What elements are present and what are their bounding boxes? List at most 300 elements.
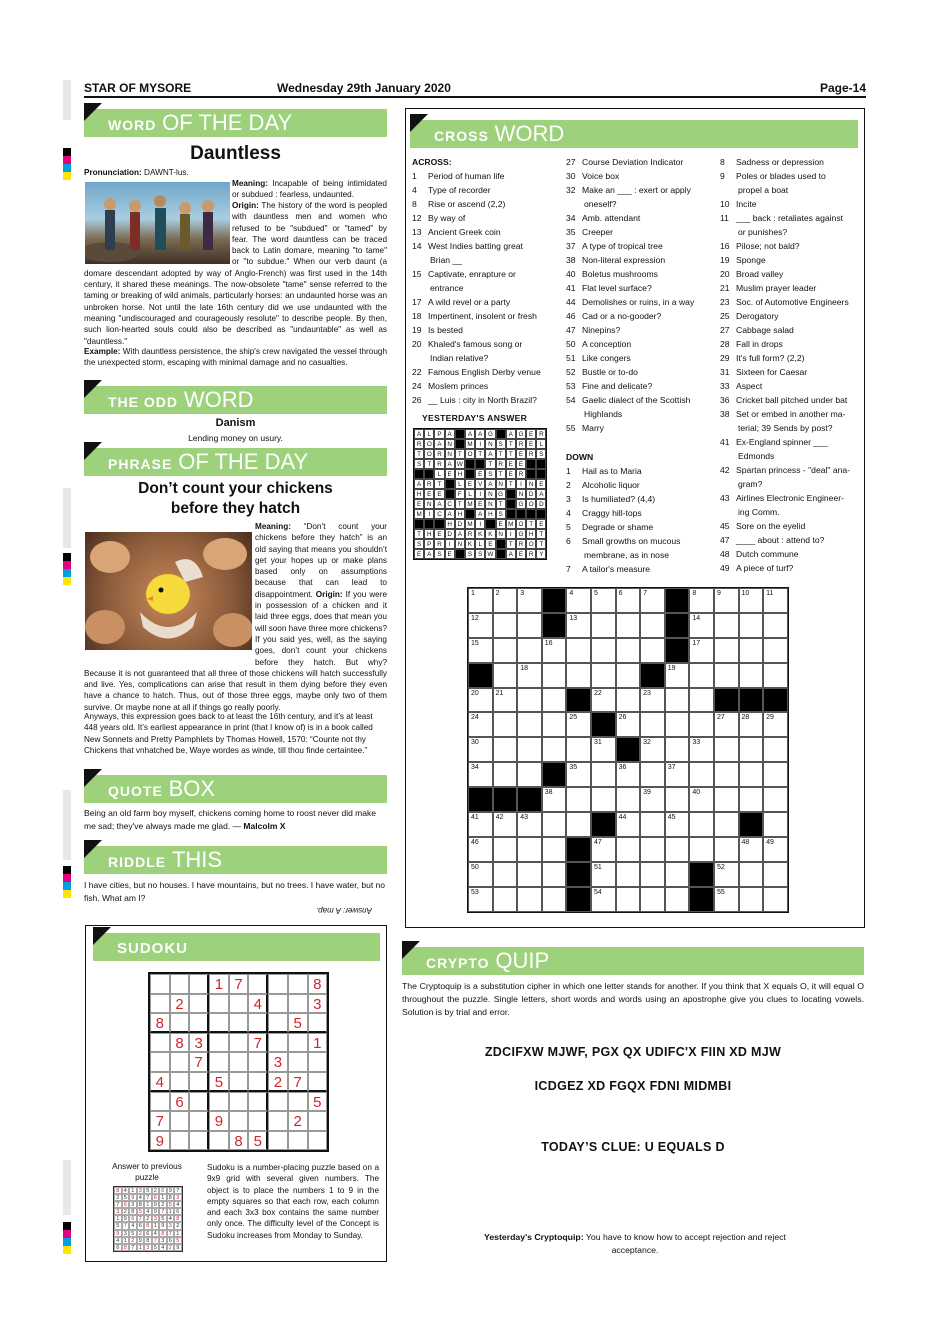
crossword-cell[interactable] [591,613,616,638]
sudoku-cell[interactable] [170,974,190,994]
sudoku-cell[interactable] [170,1013,190,1033]
crossword-cell[interactable] [689,762,714,787]
crossword-cell[interactable] [739,613,764,638]
crossword-cell[interactable] [763,862,788,887]
crossword-cell[interactable]: 43 [517,812,542,837]
sudoku-cell[interactable] [150,994,170,1014]
crossword-cell[interactable] [640,837,665,862]
crossword-cell[interactable]: 16 [542,638,567,663]
clue-item: 27 Cabbage salad [720,325,794,335]
crossword-cell[interactable]: 5 [591,588,616,613]
crossword-cell[interactable] [616,787,641,812]
down-label: DOWN [566,452,594,462]
clue-item: 46 Cad or a no-gooder? [566,311,662,321]
crossword-cell[interactable]: 18 [517,663,542,688]
crossword-cell[interactable] [739,737,764,762]
crossword-cell[interactable]: 23 [640,688,665,713]
crossword-cell[interactable] [566,638,591,663]
crossword-cell[interactable] [714,737,739,762]
sudoku-cell[interactable] [189,1131,209,1151]
crossword-cell[interactable] [739,638,764,663]
sudoku-cell[interactable]: 7 [248,1033,268,1053]
sudoku-cell[interactable] [308,1052,328,1072]
crossword-cell[interactable] [689,712,714,737]
sudoku-cell[interactable] [209,1033,229,1053]
crossword-cell[interactable]: 22 [591,688,616,713]
crossword-cell[interactable]: 38 [542,787,567,812]
sudoku-cell[interactable] [229,994,249,1014]
clue-item: membrane, as in nose [584,550,670,560]
crossword-cell[interactable] [640,638,665,663]
sudoku-cell[interactable]: 7 [150,1111,170,1131]
sudoku-answer-cell: 7 [167,1230,175,1237]
crossword-cell[interactable] [591,638,616,663]
crossword-cell[interactable] [640,812,665,837]
crossword-cell[interactable] [739,762,764,787]
yesterday-cell: T [414,529,424,539]
sudoku-cell[interactable] [189,1111,209,1131]
sudoku-answer-cell: 4 [122,1187,130,1194]
crossword-cell[interactable] [665,712,690,737]
crossword-cell[interactable]: 26 [616,712,641,737]
sudoku-cell[interactable]: 2 [268,1072,288,1092]
sudoku-cell[interactable] [248,1052,268,1072]
yesterday-cell: H [485,509,495,519]
yesterday-cell: O [526,499,536,509]
crossword-cell[interactable] [739,862,764,887]
crossword-cell[interactable] [640,887,665,912]
crossword-cell[interactable] [689,837,714,862]
yesterday-cell: A [506,549,516,559]
crossword-cell[interactable]: 37 [665,762,690,787]
yesterday-cell: R [434,459,444,469]
crossword-cell[interactable] [665,862,690,887]
crossword-cell[interactable] [616,688,641,713]
clue-item: 24 Moslem princes [412,381,489,391]
sudoku-cell[interactable] [150,1092,170,1112]
yesterday-cell: R [434,449,444,459]
sudoku-cell[interactable] [209,1092,229,1112]
crossword-cell[interactable] [517,712,542,737]
crossword-cell[interactable]: 8 [689,588,714,613]
crossword-cell [763,688,788,713]
crossword-cell[interactable]: 24 [468,712,493,737]
clue-item: 17 A wild revel or a party [412,297,511,307]
crossword-cell[interactable] [591,787,616,812]
sudoku-cell[interactable] [248,1013,268,1033]
yesterday-cell: E [475,499,485,509]
sudoku-answer-cell: 1 [129,1187,137,1194]
crossword-cell[interactable] [739,663,764,688]
crossword-cell[interactable] [493,837,518,862]
sudoku-cell[interactable]: 5 [248,1131,268,1151]
sudoku-answer-cell: 3 [114,1208,122,1215]
crossword-cell[interactable]: 27 [714,712,739,737]
sudoku-cell[interactable]: 3 [189,1033,209,1053]
crossword-cell[interactable]: 40 [689,787,714,812]
yesterday-cell: T [536,539,546,549]
crossword-cell[interactable]: 45 [665,812,690,837]
yesterday-cell: A [485,449,495,459]
crossword-cell[interactable]: 10 [739,588,764,613]
yesterday-cell: T [414,449,424,459]
crossword-cell[interactable]: 30 [468,737,493,762]
sudoku-cell[interactable]: 7 [288,1072,308,1092]
crossword-cell[interactable] [714,613,739,638]
crossword-cell[interactable] [616,862,641,887]
sudoku-cell[interactable] [288,1052,308,1072]
crossword-cell[interactable]: 44 [616,812,641,837]
crossword-cell[interactable] [517,887,542,912]
crossword-cell[interactable] [689,688,714,713]
crossword-cell[interactable]: 51 [591,862,616,887]
sudoku-cell[interactable]: 2 [170,994,190,1014]
crossword-cell[interactable]: 11 [763,588,788,613]
yesterday-cell: D [536,499,546,509]
sudoku-cell[interactable] [268,1131,288,1151]
crossword-cell[interactable] [542,862,567,887]
sudoku-cell[interactable] [209,1052,229,1072]
crossword-cell[interactable]: 14 [689,613,714,638]
crossword-cell[interactable] [665,887,690,912]
sudoku-cell[interactable]: 1 [308,1033,328,1053]
sudoku-cell[interactable] [150,1052,170,1072]
sudoku-answer-cell: 9 [159,1222,167,1229]
crossword-cell[interactable]: 15 [468,638,493,663]
sudoku-cell[interactable] [288,1092,308,1112]
crossword-cell[interactable] [517,837,542,862]
crossword-cell [566,837,591,862]
crossword-cell[interactable] [763,812,788,837]
band-corner-icon [84,103,102,121]
crossword-cell[interactable]: 50 [468,862,493,887]
crossword-cell[interactable] [763,787,788,812]
sudoku-cell[interactable] [189,1013,209,1033]
clue-item: 26 __ Luis : city in North Brazil? [412,395,537,405]
sudoku-cell[interactable] [189,1092,209,1112]
crossword-cell[interactable] [493,762,518,787]
crossword-cell[interactable] [566,812,591,837]
word-title: Dauntless [190,143,281,164]
crossword-cell[interactable] [517,638,542,663]
crossword-cell[interactable] [616,663,641,688]
crossword-cell[interactable]: 21 [493,688,518,713]
crossword-cell[interactable]: 36 [616,762,641,787]
crossword-cell[interactable] [566,737,591,762]
crossword-cell[interactable] [714,762,739,787]
yesterday-cell [465,459,475,469]
sudoku-cell[interactable]: 4 [248,994,268,1014]
yesterday-cell: T [424,459,434,469]
clue-item: 48 Dutch commune [720,549,799,559]
crossword-cell[interactable] [640,613,665,638]
crossword-cell[interactable] [689,663,714,688]
crossword-cell[interactable]: 53 [468,887,493,912]
down-clues-2 [720,155,860,575]
yesterday-cell: N [526,479,536,489]
crossword-cell[interactable]: 1 [468,588,493,613]
sudoku-answer-cell: 6 [122,1201,130,1208]
crossword-cell[interactable] [566,787,591,812]
crossword-cell[interactable]: 42 [493,812,518,837]
crossword-cell[interactable]: 52 [714,862,739,887]
crossword-cell[interactable] [517,737,542,762]
clue-item: 54 Gaelic dialect of the Scottish [566,395,691,405]
crossword-cell[interactable]: 13 [566,613,591,638]
sudoku-cell[interactable] [248,974,268,994]
clue-item: Highlands [584,409,623,419]
crossword-cell[interactable]: 35 [566,762,591,787]
crossword-cell[interactable] [714,787,739,812]
crossword-cell[interactable] [665,688,690,713]
crossword-cell[interactable]: 54 [591,887,616,912]
crossword-cell[interactable] [517,762,542,787]
sudoku-cell[interactable]: 9 [209,1111,229,1131]
crossword-cell[interactable]: 39 [640,787,665,812]
sudoku-cell[interactable] [209,1013,229,1033]
crossword-cell[interactable]: 48 [739,837,764,862]
sudoku-cell[interactable]: 5 [288,1013,308,1033]
sudoku-cell[interactable] [229,1013,249,1033]
yesterday-cell: R [434,539,444,549]
sudoku-cell[interactable] [170,1052,190,1072]
crossword-cell[interactable] [616,837,641,862]
sudoku-cell[interactable] [268,1111,288,1131]
yesterday-cell: E [526,429,536,439]
crossword-cell[interactable]: 55 [714,887,739,912]
sudoku-cell[interactable] [170,1072,190,1092]
crossword-cell[interactable]: 6 [616,588,641,613]
yesterday-cell: V [475,479,485,489]
yesterday-cell: N [516,489,526,499]
crossword-cell[interactable] [714,812,739,837]
crossword-cell[interactable]: 49 [763,837,788,862]
margin-strip [63,790,71,860]
cryptoquip-yesterday: Yesterday's Cryptoquip: You have to know how to accept rejection and reject acceptance. [484,1232,786,1255]
sudoku-cell[interactable] [288,1033,308,1053]
crossword-grid[interactable] [467,587,789,913]
crossword-cell[interactable]: 17 [689,638,714,663]
sudoku-cell[interactable] [248,1072,268,1092]
crossword-cell [542,762,567,787]
sudoku-cell[interactable] [268,974,288,994]
crossword-cell[interactable] [542,688,567,713]
crossword-cell[interactable] [665,787,690,812]
yesterday-cell: K [465,539,475,549]
yesterday-cell [506,499,516,509]
sudoku-cell[interactable] [150,1033,170,1053]
sudoku-cell[interactable] [268,1013,288,1033]
clue-item: 20 Broad valley [720,269,784,279]
sudoku-cell[interactable] [288,974,308,994]
yesterday-cell: E [434,489,444,499]
yesterday-cell: E [475,469,485,479]
sudoku-cell[interactable]: 7 [189,1052,209,1072]
crossword-cell[interactable] [689,812,714,837]
cryptoquip-line-1: ZDCIFXW MJWF, PGX QX UDIFC'X FIIN XD MJW [484,1045,782,1059]
crossword-cell[interactable] [542,887,567,912]
word-example: Example: With dauntless persistence, the ship's crew navigated the vessel through the unexpected storm, escaping with minimal damage and no casualties. [84,347,387,368]
sudoku-cell[interactable]: 3 [308,994,328,1014]
crossword-cell[interactable] [493,613,518,638]
crossword-cell[interactable]: 41 [468,812,493,837]
yesterday-cell [496,549,506,559]
crossword-cell[interactable] [542,812,567,837]
crossword-cell[interactable]: 2 [493,588,518,613]
crossword-cell[interactable] [493,862,518,887]
crossword-cell[interactable] [616,613,641,638]
crossword-cell [542,613,567,638]
crossword-cell[interactable] [640,712,665,737]
sudoku-cell[interactable] [170,1111,190,1131]
crossword-cell[interactable] [640,862,665,887]
crossword-cell[interactable] [493,887,518,912]
sudoku-cell[interactable] [189,994,209,1014]
crossword-cell[interactable] [542,663,567,688]
crossword-cell[interactable] [714,663,739,688]
yesterday-cell: S [475,549,485,559]
sudoku-cell[interactable] [308,1013,328,1033]
crossword-cell[interactable]: 12 [468,613,493,638]
crossword-cell[interactable] [763,663,788,688]
sudoku-cell[interactable] [170,1131,190,1151]
sudoku-cell[interactable] [308,1111,328,1131]
sudoku-cell[interactable] [229,1052,249,1072]
sudoku-cell[interactable]: 1 [209,974,229,994]
crossword-cell[interactable] [763,737,788,762]
crossword-cell[interactable] [763,638,788,663]
crossword-cell[interactable] [714,837,739,862]
crossword-cell [566,688,591,713]
sudoku-cell[interactable]: 8 [170,1033,190,1053]
sudoku-cell[interactable]: 4 [150,1072,170,1092]
sudoku-cell[interactable] [248,1111,268,1131]
crossword-cell[interactable]: 32 [640,737,665,762]
sudoku-answer-cell: 5 [159,1215,167,1222]
sudoku-cell[interactable] [288,994,308,1014]
crossword-cell[interactable]: 20 [468,688,493,713]
yesterday-cell: E [536,519,546,529]
crossword-cell[interactable] [493,638,518,663]
crossword-cell[interactable]: 9 [714,588,739,613]
sudoku-cell[interactable]: 7 [229,974,249,994]
crossword-cell[interactable] [542,737,567,762]
sudoku-cell[interactable] [229,1111,249,1131]
sudoku-cell[interactable] [209,994,229,1014]
sudoku-answer-cell: 9 [114,1230,122,1237]
crossword-cell[interactable]: 19 [665,663,690,688]
sudoku-cell[interactable]: 8 [308,974,328,994]
sudoku-cell[interactable]: 2 [288,1111,308,1131]
crossword-cell[interactable]: 34 [468,762,493,787]
sudoku-cell[interactable] [229,1092,249,1112]
sudoku-cell[interactable] [209,1131,229,1151]
crossword-cell[interactable] [763,762,788,787]
crossword-cell[interactable]: 47 [591,837,616,862]
crossword-cell[interactable] [517,862,542,887]
sudoku-answer-cell: 2 [137,1230,145,1237]
yesterday-cell [536,459,546,469]
sudoku-answer-cell: 6 [114,1244,122,1251]
sudoku-cell[interactable] [248,1092,268,1112]
sudoku-cell[interactable] [268,1092,288,1112]
sudoku-cell[interactable] [229,1033,249,1053]
sudoku-cell[interactable] [150,974,170,994]
crossword-cell[interactable]: 31 [591,737,616,762]
sudoku-cell[interactable]: 3 [268,1052,288,1072]
sudoku-grid[interactable] [148,972,329,1152]
sudoku-cell[interactable] [189,974,209,994]
clue-item: terial; 39 Sends by post? [738,423,833,433]
sudoku-cell[interactable] [268,1033,288,1053]
crossword-cell[interactable] [739,887,764,912]
crossword-cell[interactable]: 3 [517,588,542,613]
cryptoquip-line-2: ICDGEZ XD FGQX FDNI MIDMBI [534,1079,732,1093]
crossword-cell[interactable]: 46 [468,837,493,862]
crossword-cell[interactable]: 25 [566,712,591,737]
sudoku-cell[interactable]: 5 [308,1092,328,1112]
clue-item: 2 Alcoholic liquor [566,480,640,490]
crossword-cell[interactable] [591,663,616,688]
crossword-cell[interactable] [739,787,764,812]
crossword-cell[interactable] [517,688,542,713]
crossword-cell[interactable] [763,613,788,638]
sudoku-cell[interactable]: 5 [209,1072,229,1092]
crossword-cell[interactable] [714,638,739,663]
yesterday-cell: I [516,479,526,489]
crossword-cell[interactable] [517,613,542,638]
sudoku-cell[interactable]: 8 [229,1131,249,1151]
sudoku-cell[interactable] [229,1072,249,1092]
crossword-cell[interactable] [616,638,641,663]
registration-marks-mid [63,553,71,585]
sudoku-cell[interactable]: 6 [170,1092,190,1112]
sudoku-cell[interactable] [308,1131,328,1151]
sudoku-cell[interactable] [308,1072,328,1092]
yesterday-cell: N [455,539,465,549]
sudoku-cell[interactable] [288,1131,308,1151]
paper-name: STAR OF MYSORE [84,81,192,95]
crossword-cell[interactable]: 29 [763,712,788,737]
crossword-cell[interactable] [665,837,690,862]
sudoku-cell[interactable] [268,994,288,1014]
crossword-cell[interactable] [763,887,788,912]
crossword-cell[interactable]: 7 [640,588,665,613]
crossword-cell[interactable] [493,712,518,737]
crossword-cell[interactable]: 4 [566,588,591,613]
crossword-cell[interactable] [566,663,591,688]
yesterday-cell: L [475,539,485,549]
sudoku-cell[interactable] [189,1072,209,1092]
sudoku-answer-cell: 7 [159,1208,167,1215]
yesterday-cell: M [414,509,424,519]
crossword-cell[interactable] [665,737,690,762]
crossword-cell[interactable] [493,663,518,688]
crossword-cell[interactable] [591,762,616,787]
sudoku-cell[interactable]: 9 [150,1131,170,1151]
crossword-cell[interactable] [542,837,567,862]
clue-item: 19 Is bested [412,325,463,335]
crossword-cell[interactable]: 28 [739,712,764,737]
crossword-cell[interactable] [640,762,665,787]
crossword-cell[interactable] [493,737,518,762]
sudoku-cell[interactable]: 8 [150,1013,170,1033]
crossword-cell[interactable] [616,887,641,912]
yesterday-cell: L [536,439,546,449]
crossword-cell[interactable] [542,712,567,737]
crossword-cell[interactable]: 33 [689,737,714,762]
band-corner-icon [93,927,111,945]
